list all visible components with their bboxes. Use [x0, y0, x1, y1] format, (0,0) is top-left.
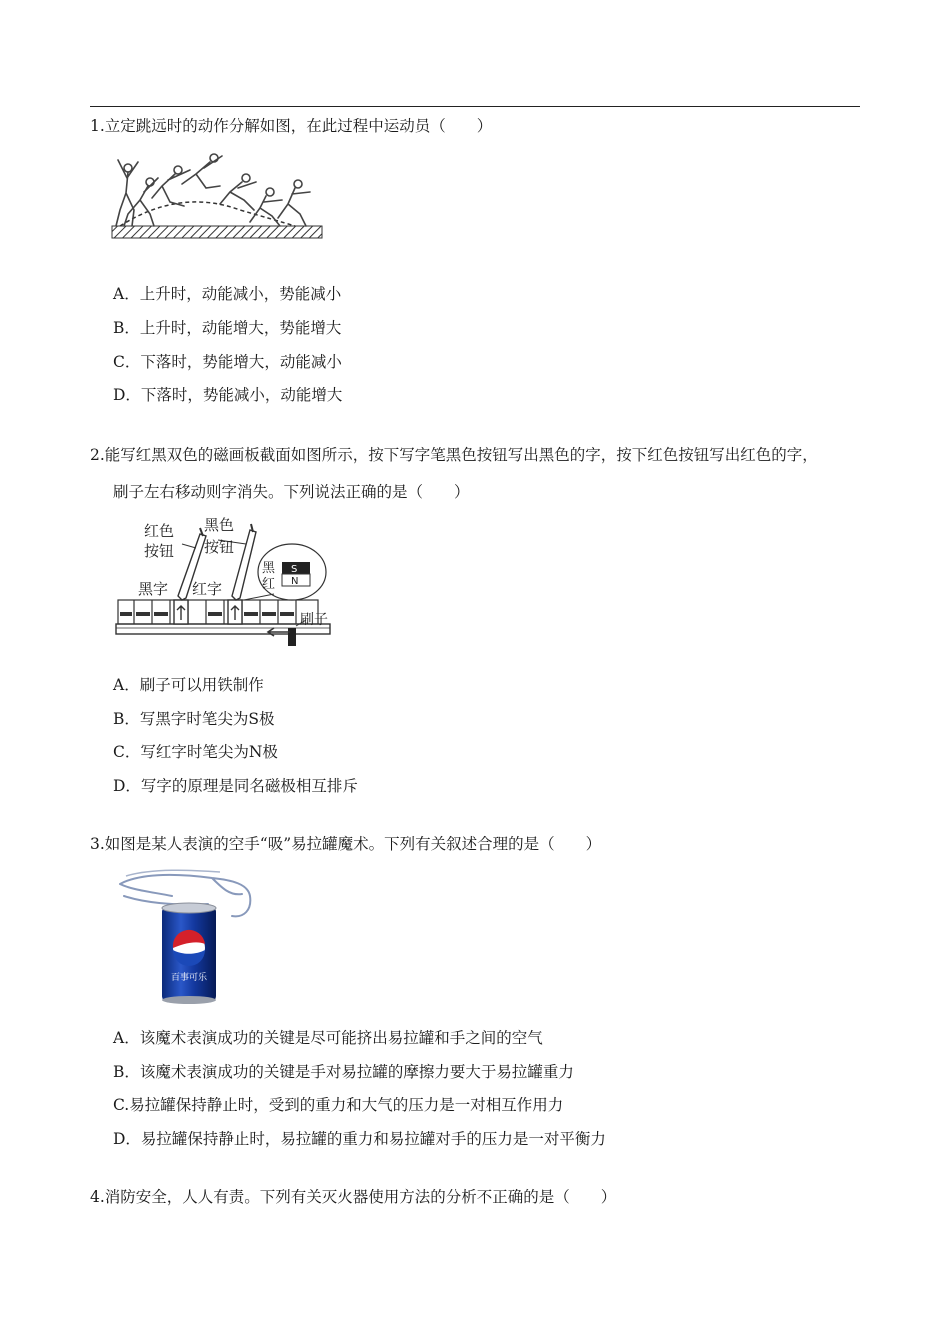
label-red-button-1: 红色	[144, 522, 175, 540]
label-zoom-black: 黑	[262, 561, 276, 576]
question-3-option-c: C.易拉罐保持静止时，受到的重力和大气的压力是一对相互作用力	[113, 1096, 564, 1114]
label-brush: 刷子	[300, 612, 328, 628]
label-pole-n: N	[291, 576, 299, 587]
question-1-option-b: B．上升时，动能增大，势能增大	[113, 319, 342, 337]
question-2-option-c: C．写红字时笔尖为N极	[113, 743, 278, 761]
label-black-text: 黑字	[138, 580, 169, 598]
question-2-option-b: B．写黑字时笔尖为S极	[113, 710, 275, 728]
question-2-option-d: D．写字的原理是同名磁极相互排斥	[113, 777, 358, 795]
magnetic-board-figure	[112, 514, 337, 650]
label-black-button-1: 黑色	[204, 516, 235, 534]
question-1-option-d: D．下落时，势能减小，动能增大	[113, 386, 343, 404]
header-rule	[90, 106, 860, 107]
question-3-option-d: D．易拉罐保持静止时，易拉罐的重力和易拉罐对手的压力是一对平衡力	[113, 1130, 606, 1148]
label-black-button-2: 按钮	[204, 538, 235, 556]
label-red-text: 红字	[192, 580, 223, 598]
question-1-stem: 1.立定跳远时的动作分解如图，在此过程中运动员（ ）	[90, 117, 493, 135]
question-3-option-b: B．该魔术表演成功的关键是手对易拉罐的摩擦力要大于易拉罐重力	[113, 1063, 574, 1081]
label-zoom-red: 红	[262, 577, 276, 592]
long-jump-figure	[110, 148, 325, 240]
question-2-option-a: A．刷子可以用铁制作	[113, 676, 264, 694]
label-pole-s: S	[291, 564, 298, 575]
question-3-option-a: A．该魔术表演成功的关键是尽可能挤出易拉罐和手之间的空气	[113, 1029, 543, 1047]
question-2-stem-continued: 刷子左右移动则字消失。下列说法正确的是（ ）	[113, 483, 470, 501]
question-1-option-a: A．上升时，动能减小，势能减小	[113, 285, 342, 303]
question-1-option-c: C．下落时，势能增大，动能减小	[113, 353, 342, 371]
can-brand-text: 百事可乐	[170, 973, 208, 983]
soda-can-magic-figure	[112, 866, 262, 1006]
question-4-stem: 4.消防安全，人人有责。下列有关灭火器使用方法的分析不正确的是（ ）	[90, 1188, 617, 1206]
label-red-button-2: 按钮	[144, 542, 175, 560]
question-2-stem: 2.能写红黑双色的磁画板截面如图所示，按下写字笔黑色按钮写出黑色的字，按下红色按钮写出红色的字，	[90, 446, 818, 464]
question-3-stem: 3.如图是某人表演的空手“吸”易拉罐魔术。下列有关叙述合理的是（ ）	[90, 835, 602, 853]
